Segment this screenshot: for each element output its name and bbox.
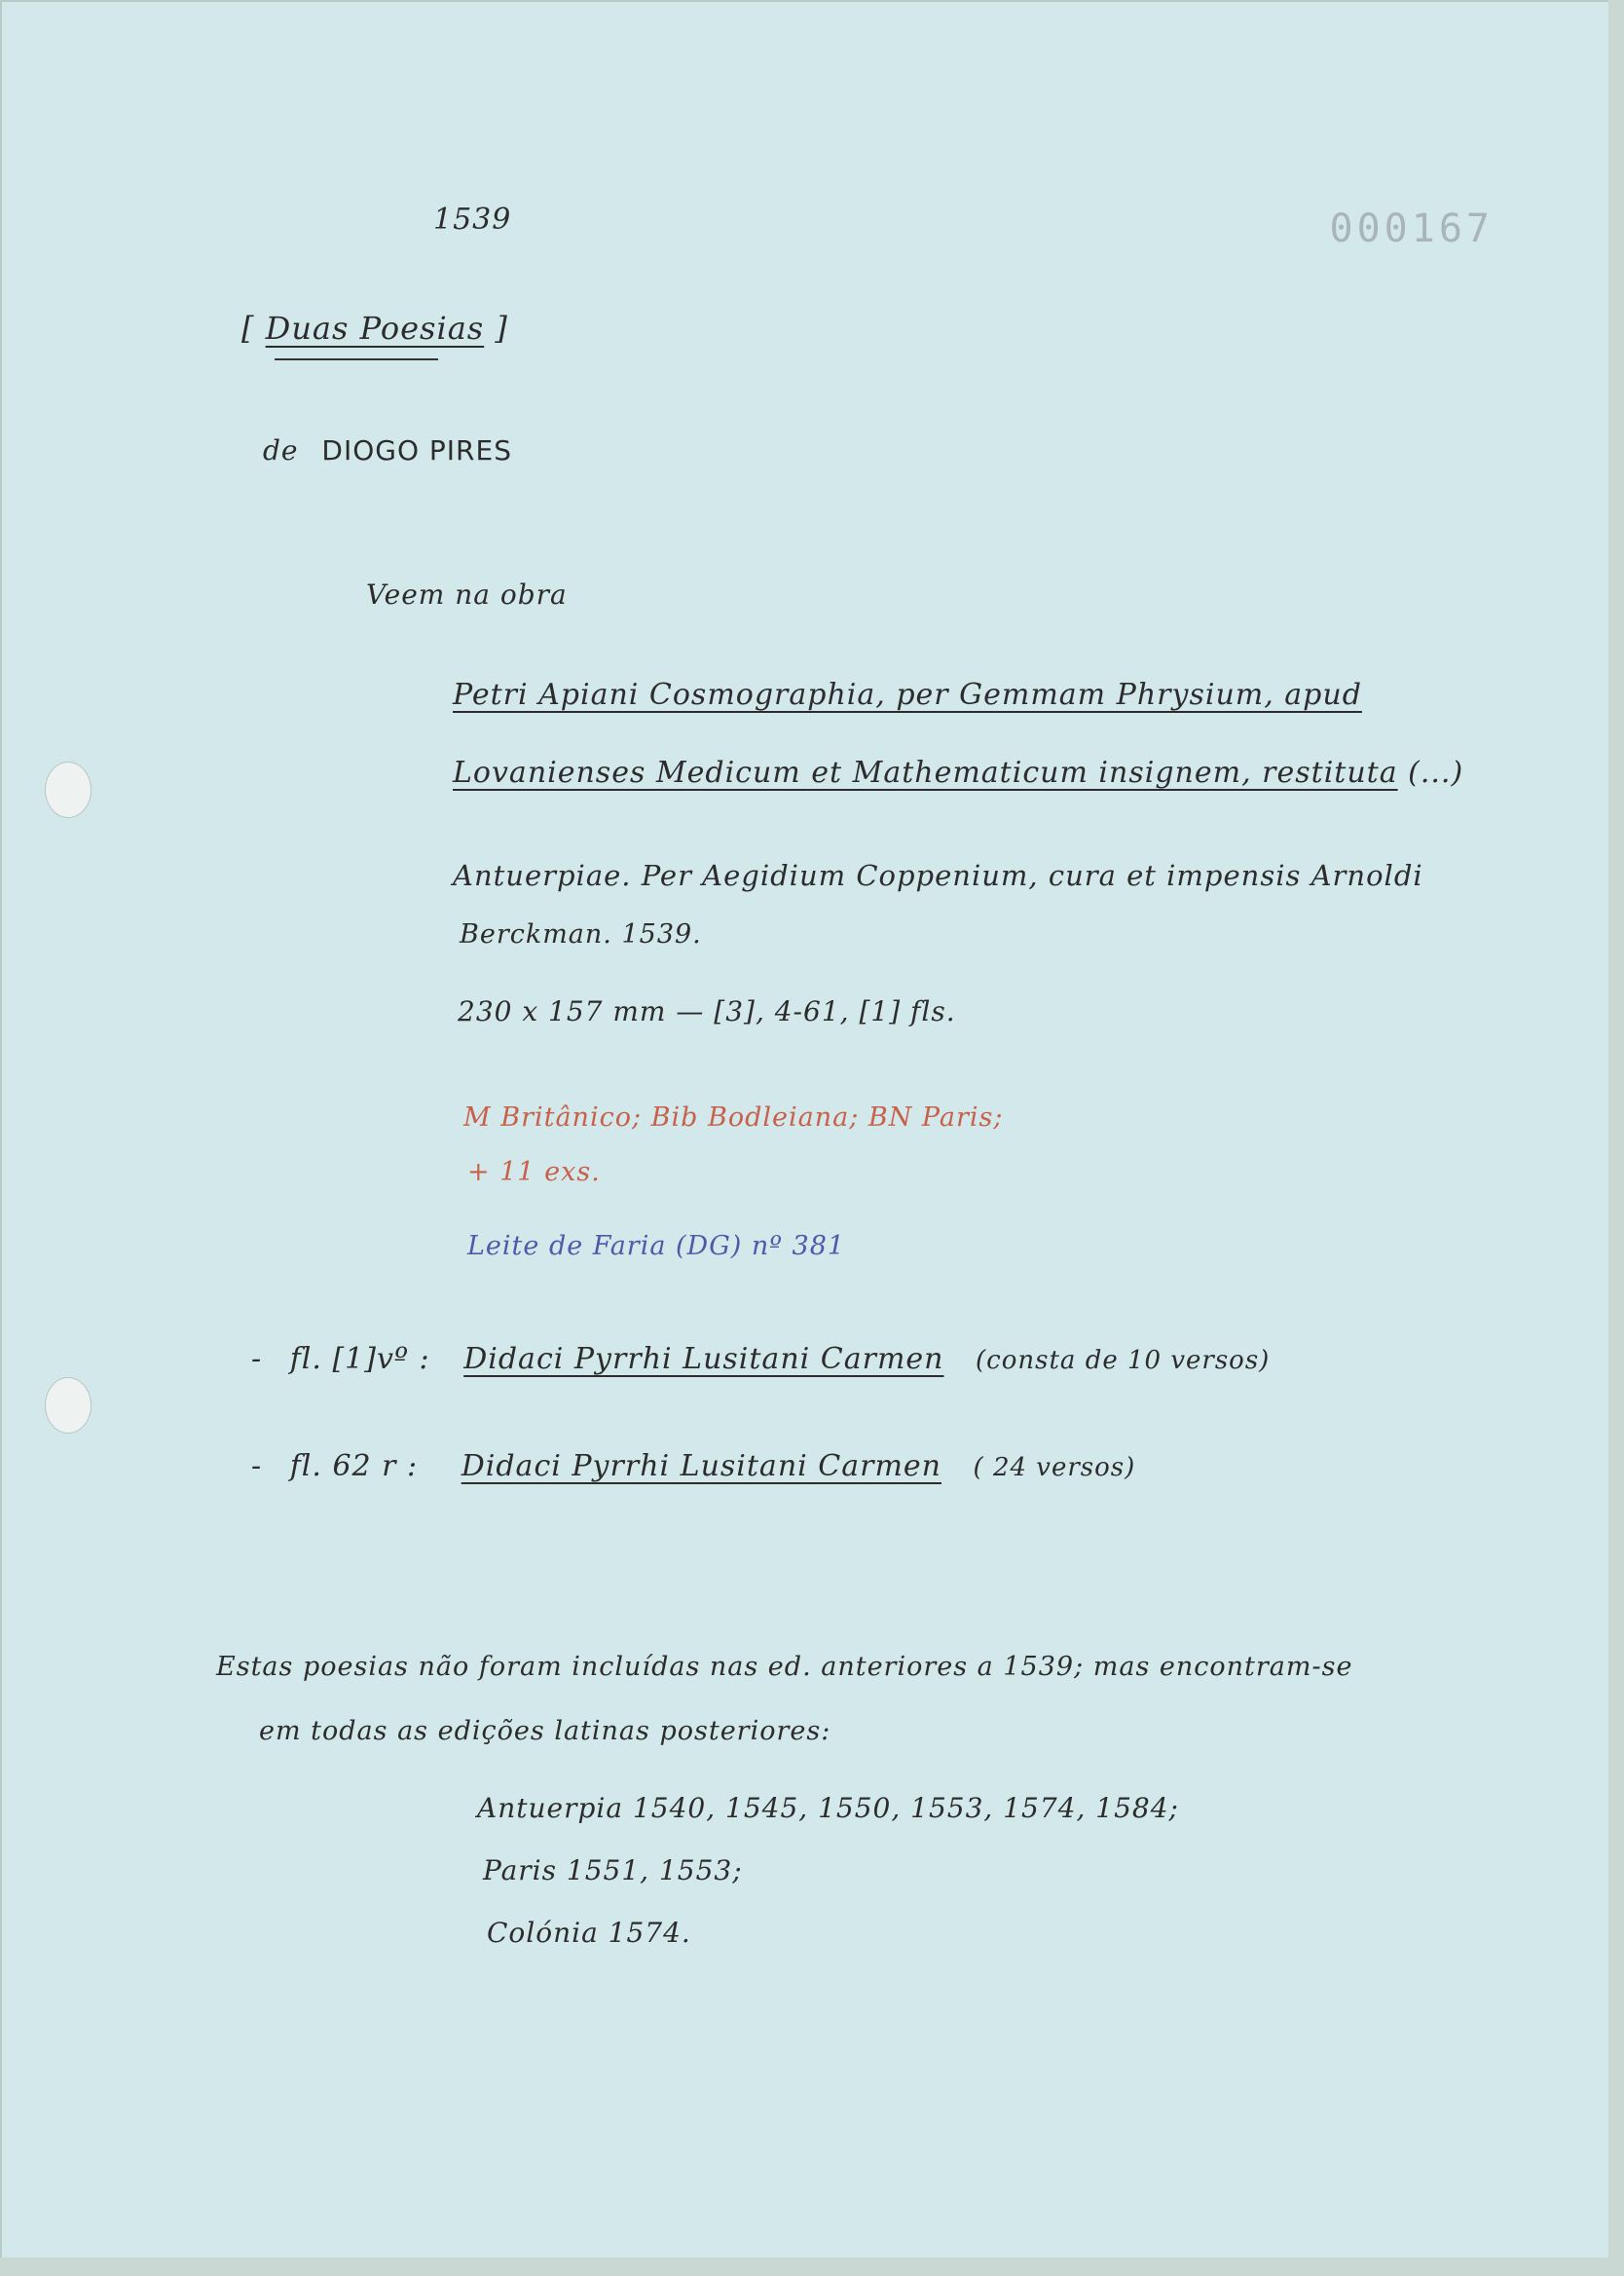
entry-note: ( 24 versos) [973, 1453, 1136, 1482]
record-number-stamp: 000167 [1329, 206, 1494, 251]
entry-row [251, 1449, 1135, 1483]
entry-dash: - [251, 1342, 263, 1376]
closing-line2: em todas as edições latinas posteriores: [259, 1716, 831, 1746]
bracket-close: ] [495, 310, 508, 347]
entry-title: Didaci Pyrrhi Lusitani Carmen [463, 1342, 944, 1376]
imprint-line2: Berckman. 1539. [460, 919, 702, 950]
work-title-line2-text: Lovanienses Medicum et Mathematicum insignem, restituta [453, 756, 1398, 790]
year-label: 1539 [433, 203, 512, 237]
work-title-ellipsis: (...) [1408, 756, 1464, 790]
closing-line1: Estas poesias não foram incluídas nas ed. anteriores a 1539; mas encontram-se [216, 1652, 1353, 1682]
edition-line: Paris 1551, 1553; [483, 1854, 743, 1886]
entry-dash: - [251, 1449, 263, 1483]
edition-line: Colónia 1574. [487, 1917, 691, 1949]
intro-text: Veem na obra [366, 578, 568, 611]
punch-hole [45, 1377, 92, 1434]
work-title-line1: Petri Apiani Cosmographia, per Gemmam Phrysium, apud [453, 678, 1362, 712]
holdings-line2: + 11 exs. [467, 1157, 601, 1187]
bibliographic-reference: Leite de Faria (DG) nº 381 [467, 1231, 846, 1261]
entry-leaf: fl. 62 r : [289, 1449, 419, 1483]
edition-line: Antuerpia 1540, 1545, 1550, 1553, 1574, 1584; [477, 1792, 1179, 1824]
title-heading [241, 310, 508, 347]
author-name: DIOGO PIRES [321, 434, 512, 466]
work-title-line2 [453, 756, 1463, 790]
author-line [263, 434, 512, 466]
title-double-underline [275, 358, 438, 360]
entry-note: (consta de 10 versos) [976, 1346, 1271, 1375]
author-prefix: de [263, 434, 299, 466]
entry-row [251, 1342, 1270, 1376]
bracket-open: [ [241, 310, 255, 347]
punch-hole [45, 762, 92, 818]
title-text: Duas Poesias [265, 310, 485, 347]
imprint-line1: Antuerpiae. Per Aegidium Coppenium, cura et impensis Arnoldi [453, 859, 1423, 892]
entry-title: Didaci Pyrrhi Lusitani Carmen [461, 1449, 941, 1483]
collation: 230 x 157 mm — [3], 4-61, [1] fls. [458, 995, 956, 1027]
holdings-line1: M Britânico; Bib Bodleiana; BN Paris; [463, 1102, 1004, 1133]
entry-leaf: fl. [1]vº : [289, 1342, 430, 1376]
